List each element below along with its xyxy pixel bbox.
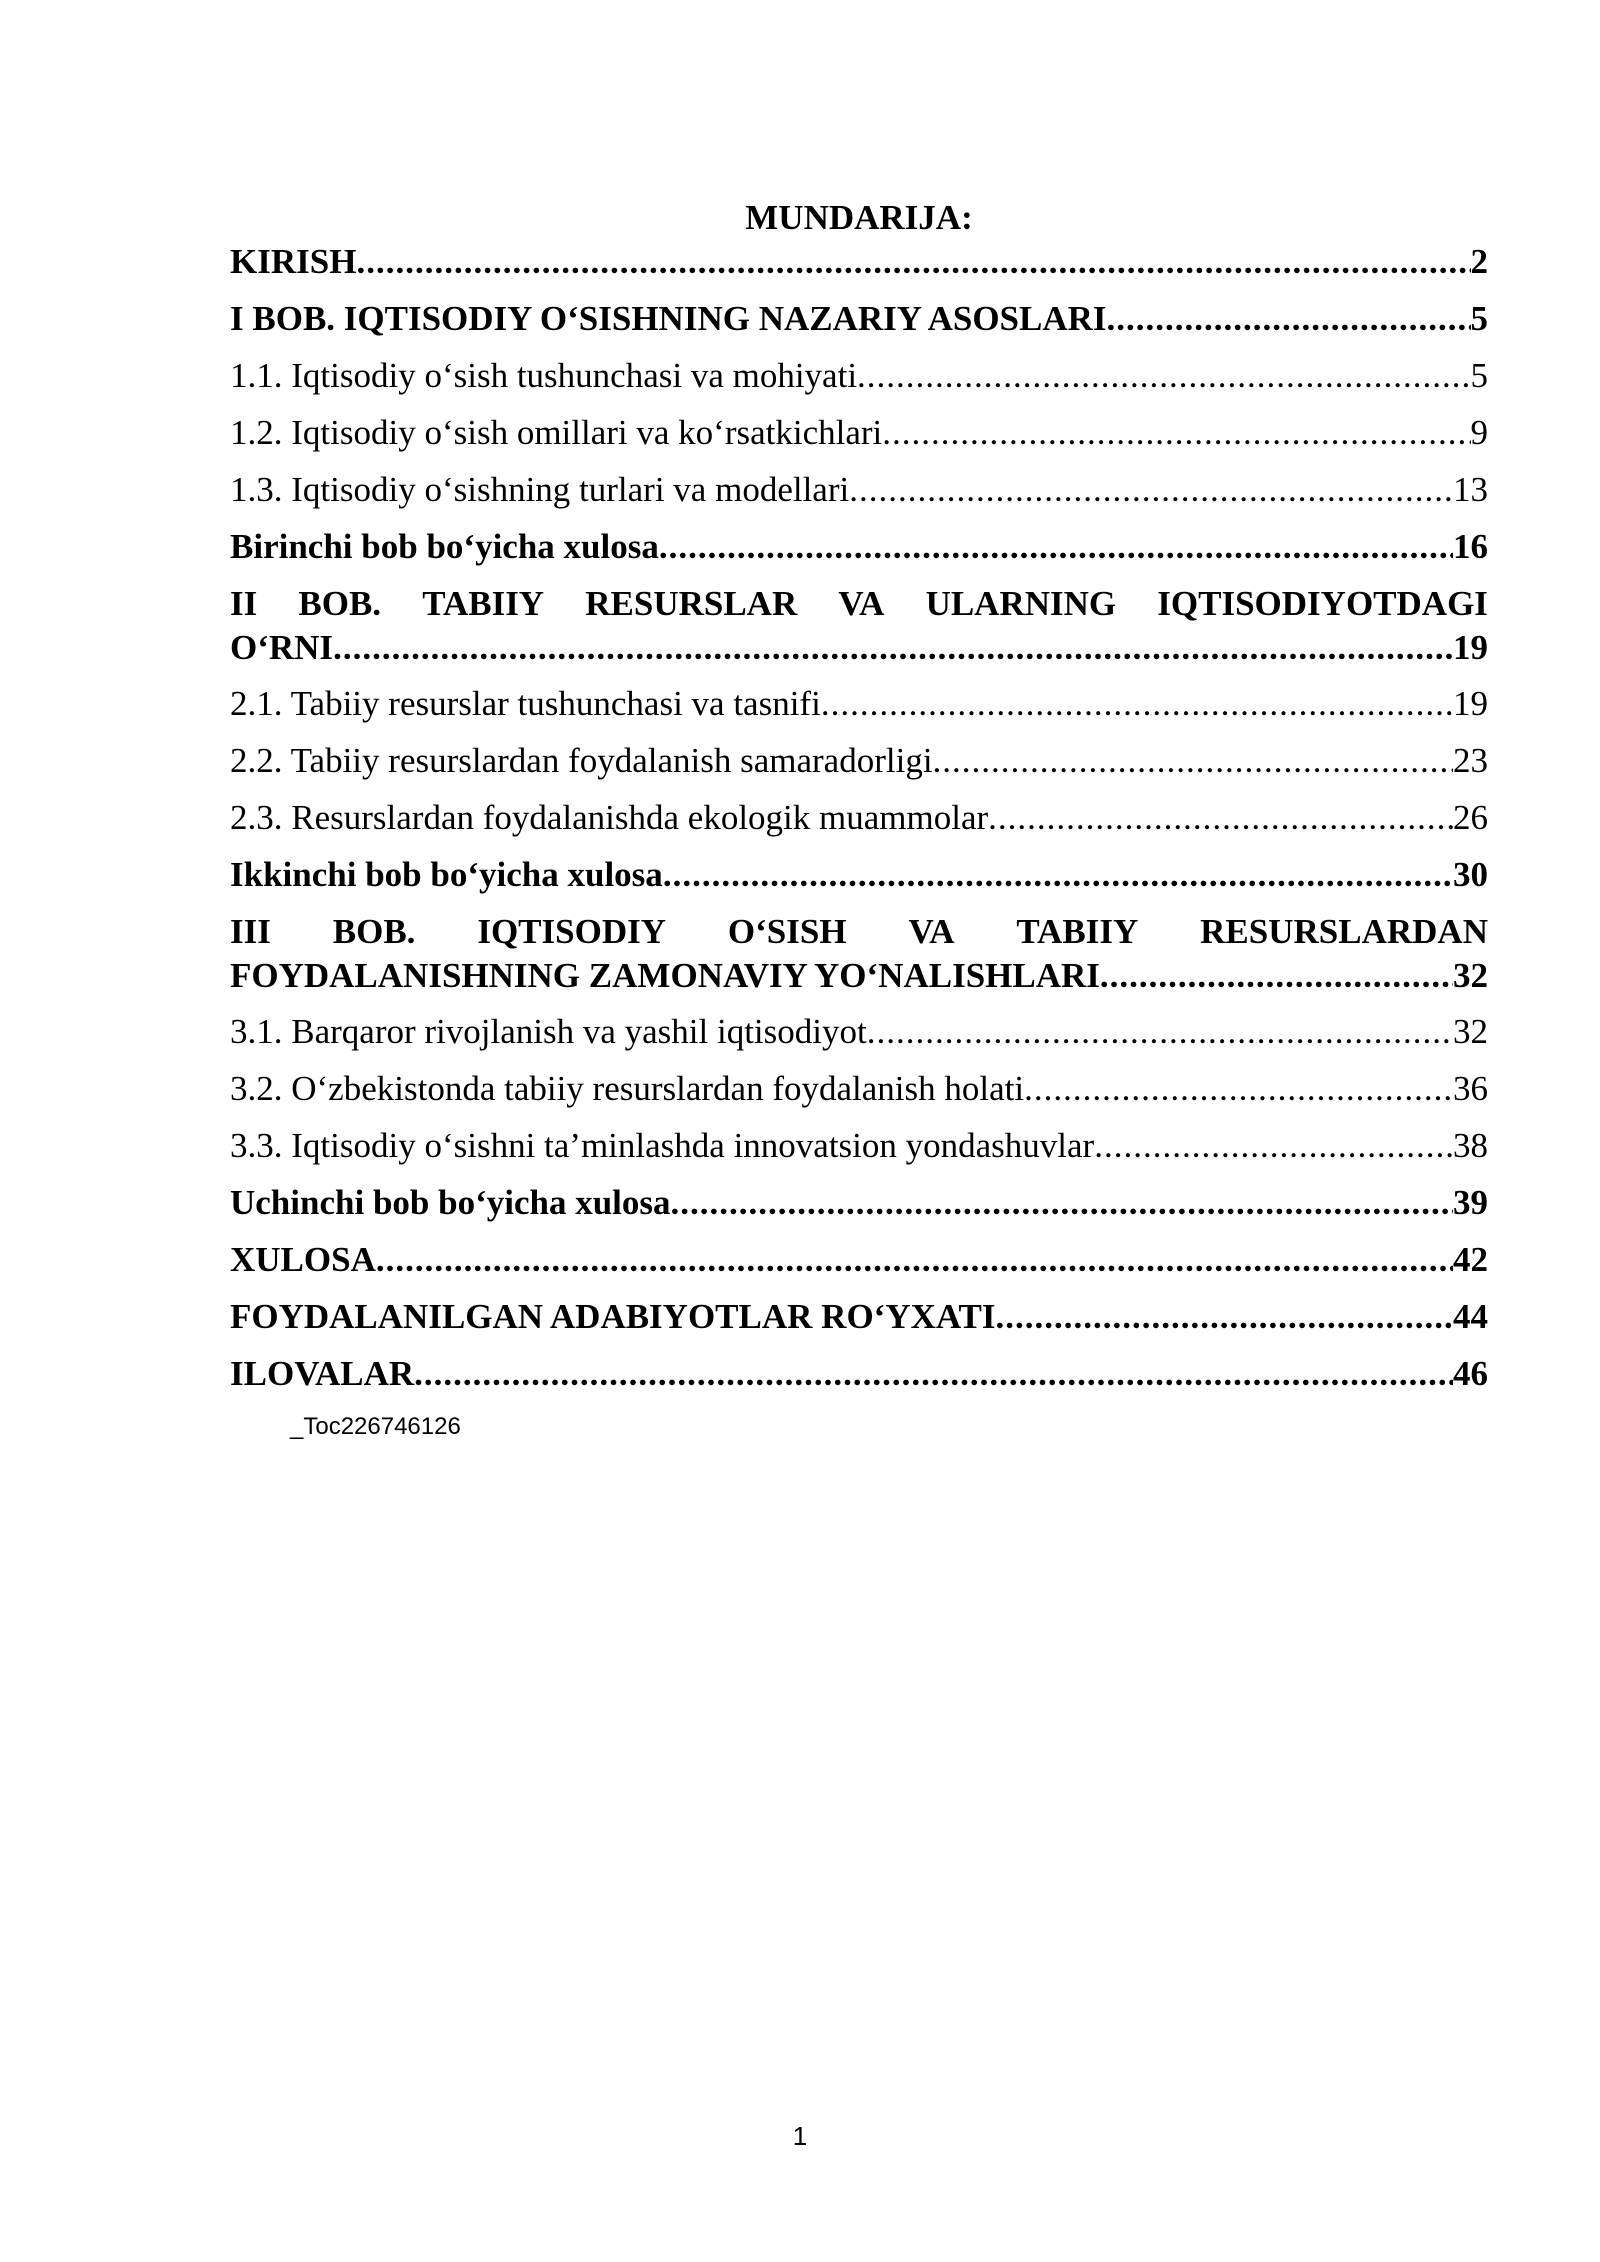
toc-entry-page: 32 (1453, 956, 1488, 995)
toc-entry-appendices[interactable] (230, 1352, 1488, 1409)
heading-word: RESURSLAR (585, 584, 798, 623)
dot-leader (333, 626, 1453, 670)
toc-entry-page: 5 (1470, 299, 1488, 338)
heading-word: II (230, 584, 258, 623)
toc-entry-page: 36 (1453, 1069, 1488, 1108)
toc-entry-chapter-3-conclusion[interactable] (230, 1181, 1488, 1238)
toc-entry-label: FOYDALANILGAN ADABIYOTLAR RO‘YXATI (230, 1297, 996, 1336)
dot-leader (996, 1295, 1453, 1339)
toc-entry-label: 2.3. Resurslardan foydalanishda ekologik muammolar (230, 798, 989, 837)
dot-leader (1100, 954, 1453, 998)
toc-entry-section-3-1[interactable] (230, 1010, 1488, 1067)
dot-leader (663, 853, 1453, 897)
toc-entry-page: 30 (1453, 855, 1488, 894)
toc-entry-label: 2.2. Tabiiy resurslardan foydalanish samaradorligi (230, 741, 933, 780)
toc-bookmark-label: _Toc226746126 (290, 1413, 461, 1440)
toc-entry-chapter-2[interactable] (230, 582, 1488, 682)
toc-entry-page: 13 (1453, 470, 1488, 509)
toc-entry-label: 1.3. Iqtisodiy o‘sishning turlari va modellari (230, 470, 850, 509)
toc-entry-label: 1.2. Iqtisodiy o‘sish omillari va ko‘rsatkichlari (230, 413, 883, 452)
toc-entry-page: 2 (1470, 242, 1488, 281)
toc-entry-chapter-1[interactable] (230, 297, 1488, 354)
heading-word: ULARNING (925, 584, 1117, 623)
toc-entry-page: 46 (1453, 1354, 1488, 1393)
heading-word: BOB. (332, 912, 416, 951)
toc-entry-page: 16 (1453, 527, 1488, 566)
toc-entry-label: 3.3. Iqtisodiy o‘sishni ta’minlashda innovatsion yondashuvlar (230, 1126, 1095, 1165)
heading-word: RESURSLARDAN (1200, 912, 1488, 951)
heading-word: TABIIY (422, 584, 545, 623)
toc-entry-page: 26 (1453, 798, 1488, 837)
toc-entry-label: 1.1. Iqtisodiy o‘sish tushunchasi va mohiyati (230, 356, 858, 395)
toc-entry-label-line2: FOYDALANISHNING ZAMONAVIY YO‘NALISHLARI (230, 956, 1100, 995)
dot-leader (671, 1181, 1453, 1225)
toc-entry-label: I BOB. IQTISODIY O‘SISHNING NAZARIY ASOSLARI (230, 299, 1107, 338)
toc-entry-label: ILOVALAR (230, 1354, 415, 1393)
dot-leader (849, 468, 1453, 512)
toc-entry-xulosa[interactable] (230, 1238, 1488, 1295)
dot-leader (414, 1352, 1453, 1396)
dot-leader (821, 682, 1453, 726)
toc-entry-section-2-2[interactable] (230, 739, 1488, 796)
heading-word: VA (908, 912, 955, 951)
toc-entry-label: XULOSA (230, 1240, 376, 1279)
toc-entry-label: 2.1. Tabiiy resurslar tushunchasi va tasnifi (230, 684, 821, 723)
table-of-contents (230, 240, 1488, 1409)
dot-leader (882, 411, 1470, 455)
toc-entry-section-3-2[interactable] (230, 1067, 1488, 1124)
dot-leader (659, 525, 1453, 569)
toc-entry-section-2-3[interactable] (230, 796, 1488, 853)
heading-word: IQTISODIYOTDAGI (1157, 584, 1488, 623)
toc-entry-label-line1 (230, 582, 1488, 626)
toc-entry-kirish[interactable] (230, 240, 1488, 297)
heading-word: III (230, 912, 271, 951)
toc-entry-label: Birinchi bob bo‘yicha xulosa (230, 527, 659, 566)
heading-word: TABIIY (1016, 912, 1139, 951)
toc-entry-label-line2: O‘RNI (230, 628, 334, 667)
toc-entry-bibliography[interactable] (230, 1295, 1488, 1352)
toc-entry-page: 19 (1453, 628, 1488, 667)
toc-entry-page: 32 (1453, 1012, 1488, 1051)
toc-entry-label: Ikkinchi bob bo‘yicha xulosa (230, 855, 663, 894)
toc-entry-section-1-3[interactable] (230, 468, 1488, 525)
dot-leader (988, 796, 1453, 840)
dot-leader (356, 240, 1470, 284)
dot-leader (857, 354, 1470, 398)
toc-entry-page: 23 (1453, 741, 1488, 780)
heading-word: VA (838, 584, 885, 623)
toc-entry-page: 9 (1470, 413, 1488, 452)
toc-entry-section-2-1[interactable] (230, 682, 1488, 739)
toc-entry-chapter-1-conclusion[interactable] (230, 525, 1488, 582)
toc-entry-section-1-1[interactable] (230, 354, 1488, 411)
dot-leader (1107, 297, 1471, 341)
toc-entry-label: 3.1. Barqaror rivojlanish va yashil iqtisodiyot (230, 1012, 867, 1051)
dot-leader (867, 1010, 1453, 1054)
toc-entry-page: 38 (1453, 1126, 1488, 1165)
toc-entry-label: 3.2. O‘zbekistonda tabiiy resurslardan foydalanish holati (230, 1069, 1025, 1108)
page-number: 1 (792, 2121, 808, 2151)
toc-entry-label: Uchinchi bob bo‘yicha xulosa (230, 1183, 671, 1222)
toc-entry-label-line1 (230, 910, 1488, 954)
toc-entry-chapter-2-conclusion[interactable] (230, 853, 1488, 910)
toc-entry-page: 19 (1453, 684, 1488, 723)
toc-entry-label: KIRISH (230, 242, 357, 281)
toc-entry-page: 39 (1453, 1183, 1488, 1222)
heading-word: O‘SISH (727, 912, 847, 951)
heading-word: BOB. (298, 584, 382, 623)
toc-entry-page: 5 (1470, 356, 1488, 395)
toc-entry-section-1-2[interactable] (230, 411, 1488, 468)
toc-entry-section-3-3[interactable] (230, 1124, 1488, 1181)
dot-leader (376, 1238, 1453, 1282)
toc-entry-page: 42 (1453, 1240, 1488, 1279)
heading-word: IQTISODIY (477, 912, 666, 951)
dot-leader (933, 739, 1453, 783)
dot-leader (1094, 1124, 1453, 1168)
toc-heading: MUNDARIJA: (745, 198, 973, 237)
toc-entry-chapter-3[interactable] (230, 910, 1488, 1010)
toc-entry-page: 44 (1453, 1297, 1488, 1336)
dot-leader (1024, 1067, 1453, 1111)
